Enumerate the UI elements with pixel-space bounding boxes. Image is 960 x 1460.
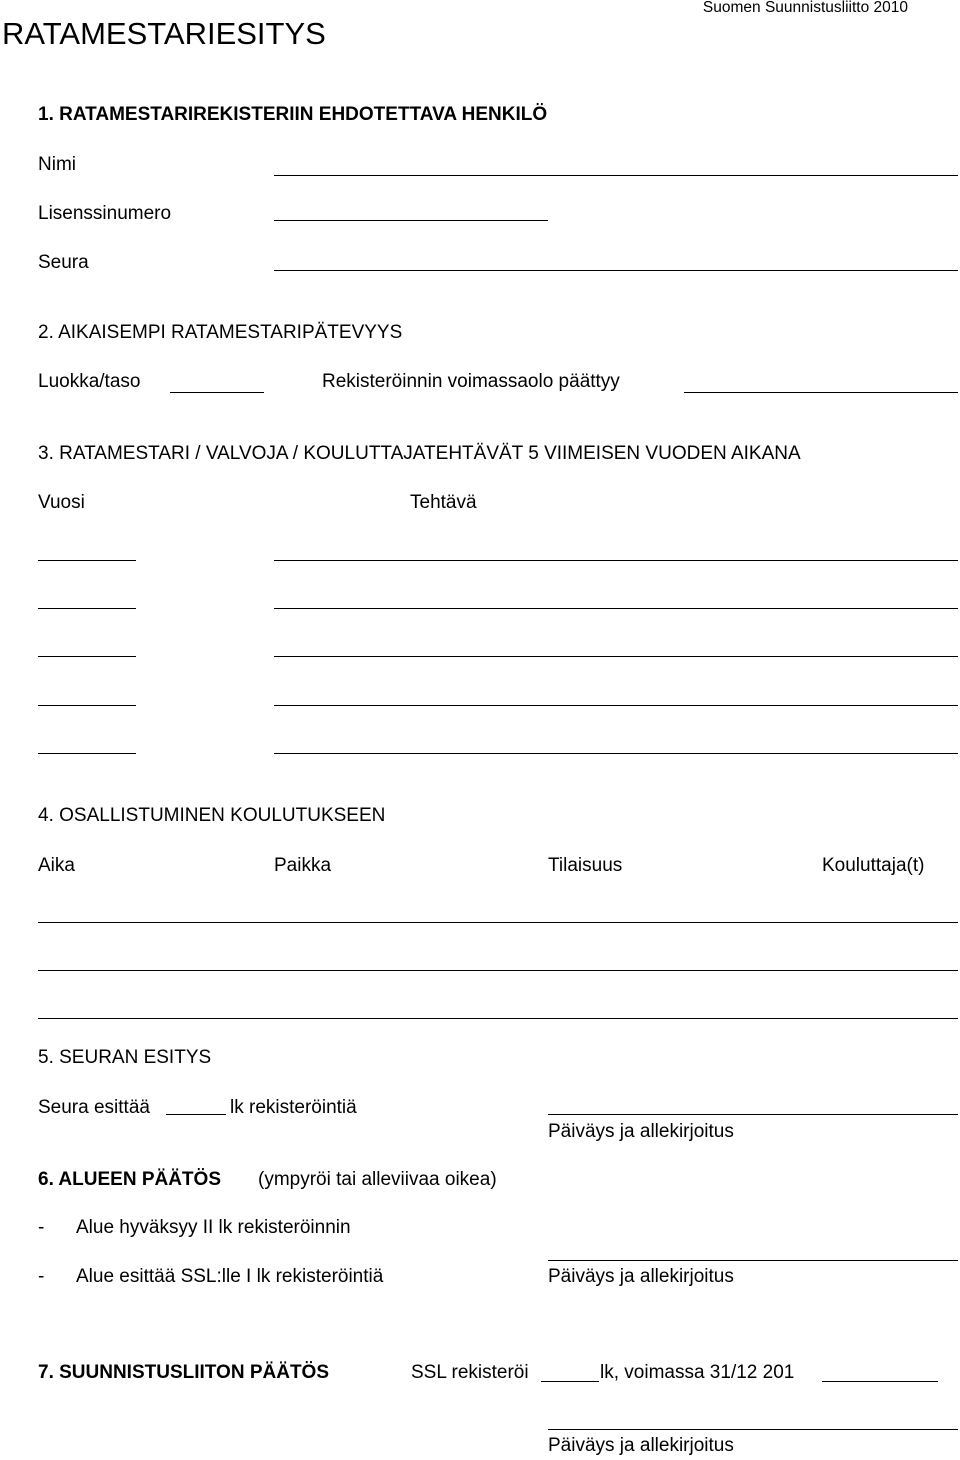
- trainer-column-label: Kouluttaja(t): [822, 855, 925, 876]
- ssl-validity-label: lk, voimassa 31/12 201: [600, 1362, 795, 1383]
- name-field-line[interactable]: [274, 175, 958, 176]
- section-6-heading: 6. ALUEEN PÄÄTÖS: [38, 1169, 221, 1190]
- year-field-line[interactable]: [38, 560, 136, 561]
- year-field-line[interactable]: [38, 753, 136, 754]
- task-field-line[interactable]: [274, 656, 958, 657]
- section-3-heading: 3. RATAMESTARI / VALVOJA / KOULUTTAJATEHTÄVÄT 5 VIIMEISEN VUODEN AIKANA: [38, 443, 801, 464]
- region-approves-option[interactable]: Alue hyväksyy II lk rekisteröinnin: [76, 1217, 351, 1238]
- task-field-line[interactable]: [274, 560, 958, 561]
- club-field-line[interactable]: [274, 270, 958, 271]
- section-5-heading: 5. SEURAN ESITYS: [38, 1047, 212, 1068]
- option-dash: -: [38, 1266, 45, 1287]
- task-field-line[interactable]: [274, 753, 958, 754]
- ssl-class-field-line[interactable]: [541, 1381, 599, 1382]
- year-field-line[interactable]: [38, 656, 136, 657]
- club-signature-label: Päiväys ja allekirjoitus: [548, 1121, 734, 1142]
- class-level-label: Luokka/taso: [38, 371, 141, 392]
- section-2-heading: 2. AIKAISEMPI RATAMESTARIPÄTEVYYS: [38, 322, 403, 343]
- time-column-label: Aika: [38, 855, 75, 876]
- registration-validity-field-line[interactable]: [684, 392, 958, 393]
- ssl-signature-line[interactable]: [548, 1429, 958, 1430]
- ssl-signature-label: Päiväys ja allekirjoitus: [548, 1435, 734, 1456]
- training-row-line[interactable]: [38, 1018, 958, 1019]
- club-proposes-label: Seura esittää: [38, 1097, 150, 1118]
- club-label: Seura: [38, 252, 89, 273]
- task-field-line[interactable]: [274, 608, 958, 609]
- training-row-line[interactable]: [38, 922, 958, 923]
- region-proposes-option[interactable]: Alue esittää SSL:lle I lk rekisteröintiä: [76, 1266, 384, 1287]
- section-6-instruction: (ympyröi tai alleviivaa oikea): [258, 1169, 497, 1190]
- year-column-label: Vuosi: [38, 492, 85, 513]
- training-row-line[interactable]: [38, 970, 958, 971]
- place-column-label: Paikka: [274, 855, 332, 876]
- registration-suffix-label: lk rekisteröintiä: [230, 1097, 357, 1118]
- section-1-heading: 1. RATAMESTARIREKISTERIIN EHDOTETTAVA HENKILÖ: [38, 104, 548, 125]
- organization-label: Suomen Suunnistusliitto 2010: [702, 0, 908, 16]
- license-number-field-line[interactable]: [274, 220, 548, 221]
- club-signature-line[interactable]: [548, 1114, 958, 1115]
- task-field-line[interactable]: [274, 705, 958, 706]
- registration-validity-label: Rekisteröinnin voimassaolo päättyy: [322, 371, 620, 392]
- ssl-registers-label: SSL rekisteröi: [411, 1362, 529, 1383]
- year-field-line[interactable]: [38, 705, 136, 706]
- task-column-label: Tehtävä: [410, 492, 477, 513]
- page-title: RATAMESTARIESITYS: [2, 16, 326, 51]
- ssl-year-field-line[interactable]: [822, 1381, 938, 1382]
- option-dash: -: [38, 1217, 45, 1238]
- region-signature-line[interactable]: [548, 1260, 958, 1261]
- license-number-label: Lisenssinumero: [38, 203, 172, 224]
- region-signature-label: Päiväys ja allekirjoitus: [548, 1266, 734, 1287]
- class-level-field-line[interactable]: [170, 392, 264, 393]
- event-column-label: Tilaisuus: [548, 855, 623, 876]
- year-field-line[interactable]: [38, 608, 136, 609]
- section-7-heading: 7. SUUNNISTUSLIITON PÄÄTÖS: [38, 1362, 330, 1383]
- proposed-class-field-line[interactable]: [166, 1114, 226, 1115]
- name-label: Nimi: [38, 154, 76, 175]
- section-4-heading: 4. OSALLISTUMINEN KOULUTUKSEEN: [38, 805, 386, 826]
